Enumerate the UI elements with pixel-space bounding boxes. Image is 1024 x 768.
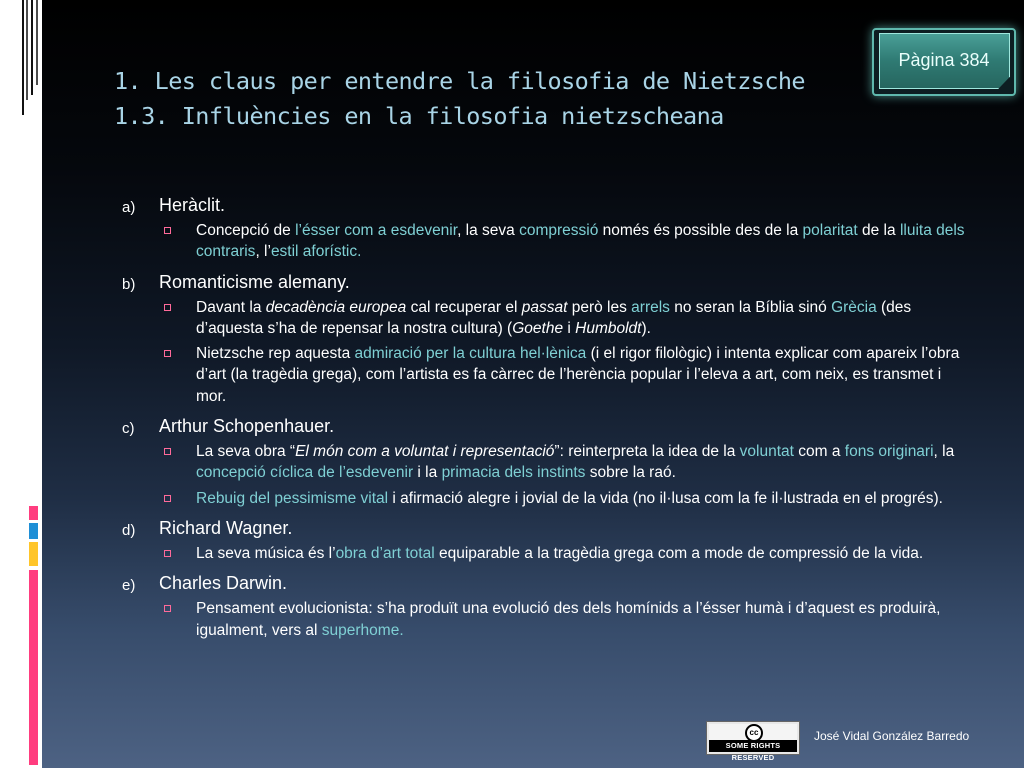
sub-bullet-item [122,441,972,484]
highlighted-text: compressió [519,222,599,239]
text-run: i la [413,464,442,482]
item-letter: e) [122,577,136,595]
highlighted-text: primacia dels instints [441,464,586,482]
page-number-label: Pàgina 384 [898,50,990,70]
highlighted-text: concepció cíclica de l’esdevenir [196,464,414,482]
italic-text: passat [521,298,568,316]
decor-bar-2 [29,523,38,539]
cc-license-icon[interactable] [706,721,800,762]
list-item [122,194,972,263]
sub-bullet-item [122,488,972,509]
highlighted-text: superhome. [321,621,404,639]
italic-text: Humboldt [575,319,642,337]
highlighted-text: estil aforístic. [270,243,362,261]
text-run: com a [793,443,845,461]
text-run: Nietzsche rep aquesta [196,345,355,363]
highlighted-text: obra d’art total [335,544,435,562]
text-run: però les [567,298,632,316]
text-run: i afirmació alegre i jovial de la vida (no il·lusa com la fe il·lustrada en el progrés). [388,489,943,507]
text-run: La seva obra “ [196,443,296,461]
decor-bar-3 [29,542,38,566]
highlighted-text: fons originari [844,443,934,461]
list-item [122,517,972,564]
item-heading [122,415,972,437]
decor-color-bars [29,506,38,765]
item-heading-text: Romanticisme alemany. [159,271,350,292]
text-run: , la [933,443,955,461]
text-run: La seva música és l’ [196,544,336,562]
item-heading [122,271,972,293]
decor-lines-icon [22,0,42,120]
text-run: equiparable a la tragèdia grega com a mode de compressió de la vida. [434,544,924,562]
text-run: i [563,319,576,337]
square-bullet-icon [164,227,171,234]
item-letter: b) [122,275,136,293]
license-text: SOME RIGHTS RESERVED [709,740,797,752]
item-heading-text: Heràclit. [159,195,226,215]
author-name: José Vidal González Barredo [814,729,970,743]
item-letter: c) [122,420,135,438]
text-run: de la [857,222,900,239]
highlighted-text: Rebuig del pessimisme vital [196,489,389,507]
page-number-badge [872,28,1016,96]
italic-text: El món com a voluntat i representació [295,443,555,461]
square-bullet-icon [164,605,171,612]
highlighted-text: l’ésser com a esdevenir [295,222,458,239]
list-item [122,271,972,407]
text-run: , la seva [457,222,520,239]
square-bullet-icon [164,304,171,311]
cc-symbol: cc [745,724,763,742]
sub-bullet-item [122,598,972,641]
square-bullet-icon [164,495,171,502]
title-line-1: 1. Les claus per entendre la filosofia de Nietzsche [114,67,805,95]
text-run: (des d’aquesta s’ha de repensar la nostra cultura) ( [196,298,912,337]
highlighted-text: admiració per la cultura hel·lènica [354,345,587,363]
text-run: , l’ [255,243,271,261]
text-run: sobre la raó. [585,464,676,482]
text-run: (i el rigor filològic) i intenta explicar com apareix l’obra d’art (la tragèdia grega), com l’artista es fa càrrec de l’herència popular i l’eleva a art, com neix, es transmet i mor. [196,345,960,405]
highlighted-text: arrels [631,298,670,316]
list-item [122,572,972,641]
item-heading-text: Richard Wagner. [159,517,293,538]
square-bullet-icon [164,350,171,357]
text-run: cal recuperar el [406,298,522,316]
highlighted-text: lluita dels contraris [196,222,965,261]
list-item [122,415,972,509]
item-heading [122,194,972,216]
sub-bullet-item [122,297,972,340]
highlighted-text: voluntat [739,443,794,461]
italic-text: decadència europea [265,298,407,316]
text-run: Davant la [196,298,266,316]
left-decor-strip [0,0,42,768]
text-run: Pensament evolucionista: s’ha produït una evolució des dels homínids a l’ésser humà i d’aquest es produirà, igualment, vers al [196,600,941,639]
sub-bullet-item [122,543,972,564]
item-heading-text: Arthur Schopenhauer. [159,416,335,437]
square-bullet-icon [164,448,171,455]
text-run: ”: reinterpreta la idea de la [554,443,740,461]
text-run: no seran la Bíblia sinó [669,298,832,316]
text-run: només és possible des de la [598,222,803,239]
slide-title [114,64,805,134]
item-heading-text: Charles Darwin. [159,573,288,594]
decor-bar-4 [29,570,38,765]
item-letter: a) [122,199,136,216]
square-bullet-icon [164,550,171,557]
title-line-2: 1.3. Influències en la filosofia nietzscheana [114,102,724,130]
text-run: ). [641,319,651,337]
highlighted-text: Grècia [831,298,877,316]
text-run: Concepció de [196,222,296,239]
item-heading [122,572,972,594]
item-letter: d) [122,521,136,539]
italic-text: Goethe [512,319,564,337]
item-heading [122,517,972,539]
decor-bar-1 [29,506,38,520]
sub-bullet-item [122,220,972,263]
highlighted-text: polaritat [802,222,858,239]
sub-bullet-item [122,343,972,407]
slide-content [122,186,972,641]
